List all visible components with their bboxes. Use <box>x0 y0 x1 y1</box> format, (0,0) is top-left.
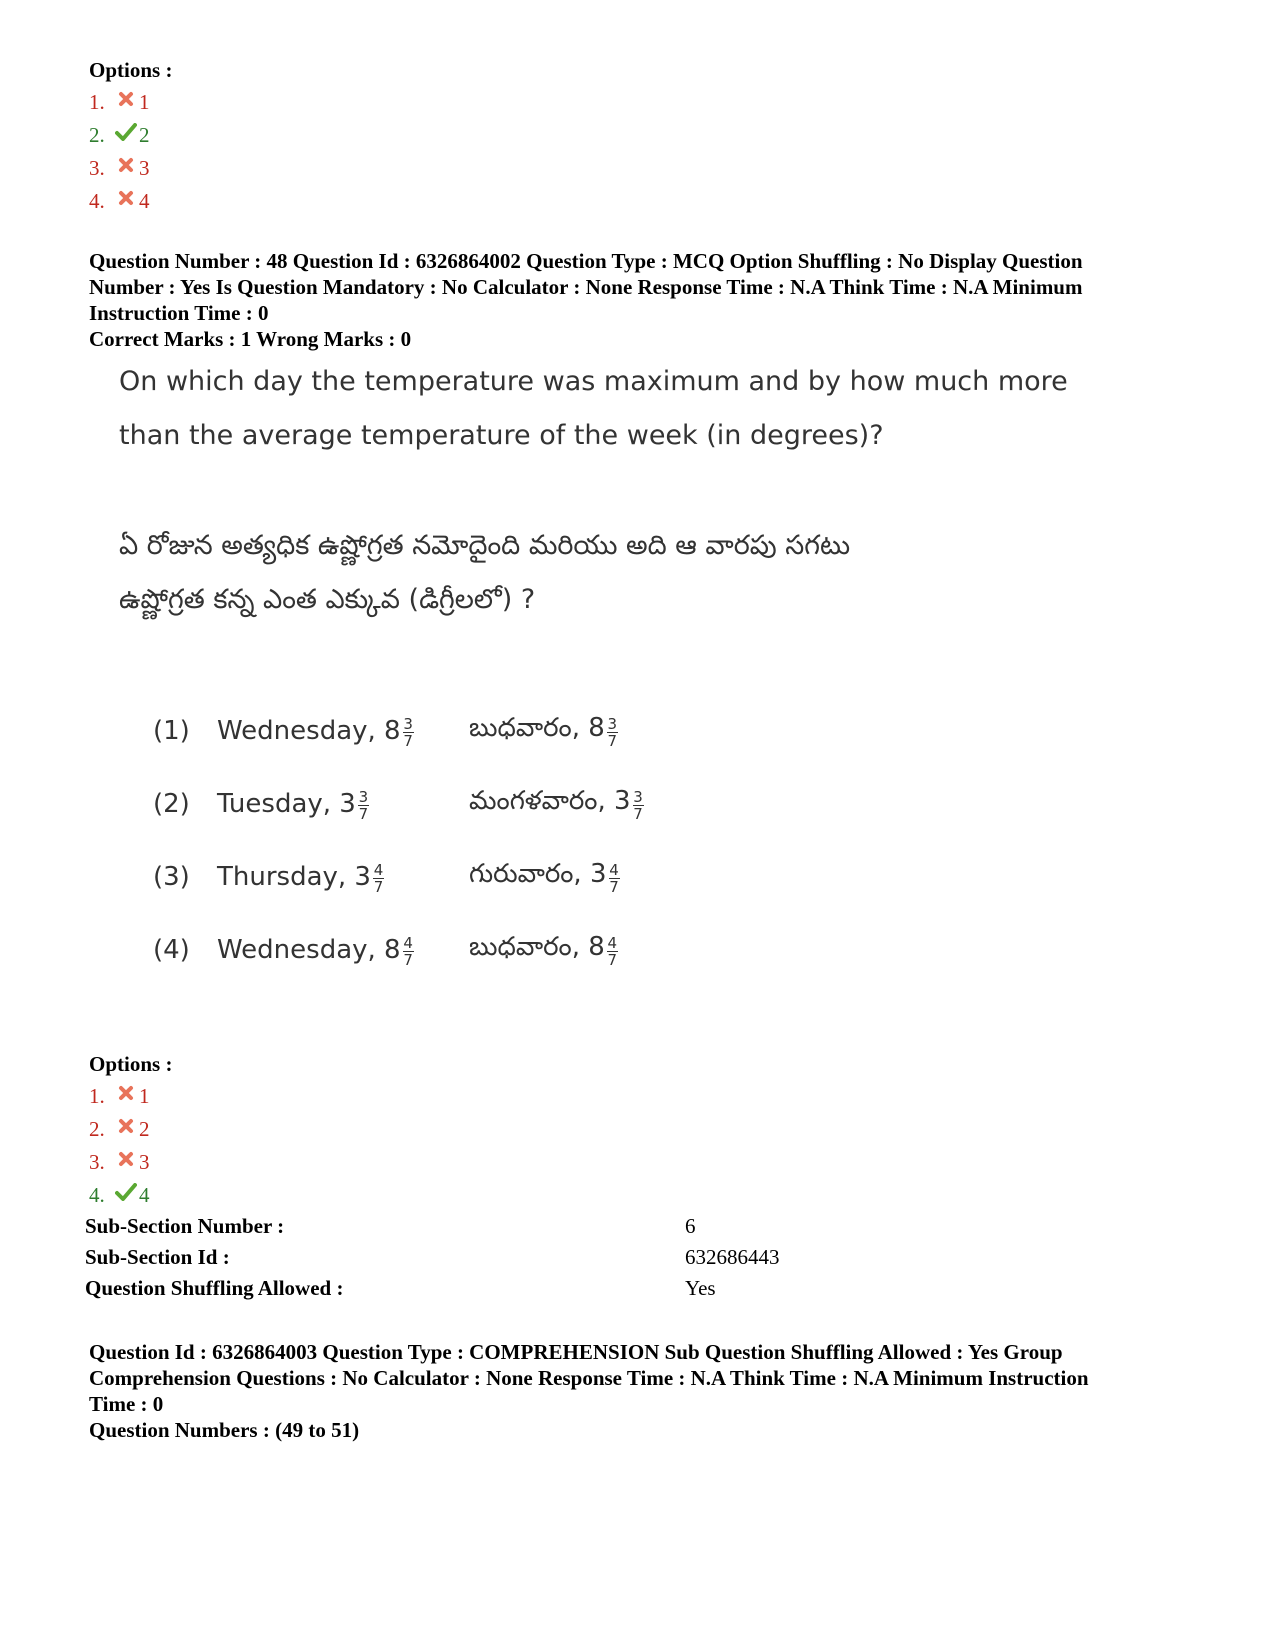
option-number: 4. <box>89 189 105 213</box>
cross-icon <box>113 190 139 206</box>
option-value: 1 <box>139 90 150 114</box>
option-item <box>89 1080 150 1113</box>
subsection-value: 6 <box>685 1214 696 1238</box>
choice-text-te: మంగళవారం, 3 <box>469 785 631 816</box>
comprehension-info-line: Question Id : 6326864003 Question Type : COMPREHENSION Sub Question Shuffling Allowed : Yes Group <box>89 1340 1063 1364</box>
question-text-te: ఏ రోజున అత్యధిక ఉష్ణోగ్రత నమోదైంది మరియు అది ఆ వారపు సగటు <box>119 530 851 561</box>
subsection-key: Sub-Section Id : <box>85 1245 230 1269</box>
option-value: 4 <box>139 1183 150 1207</box>
subsection-table <box>85 1214 780 1307</box>
option-item <box>89 152 150 185</box>
option-value: 3 <box>139 156 150 180</box>
question-info-line: Question Number : 48 Question Id : 6326864002 Question Type : MCQ Option Shuffling : No Display Question <box>89 249 1083 273</box>
question-body <box>119 366 1119 638</box>
option-value: 2 <box>139 1117 150 1141</box>
option-item <box>89 1113 150 1146</box>
question-text-en: On which day the temperature was maximum and by how much more <box>119 366 1068 397</box>
fraction: $\frac{3}{7}$ <box>633 788 643 823</box>
fraction: $\frac{3}{7}$ <box>358 788 369 823</box>
fraction: $\frac{3}{7}$ <box>607 715 618 750</box>
fraction: $\frac{4}{7}$ <box>373 861 384 896</box>
subsection-row <box>85 1245 780 1276</box>
answer-choice <box>153 840 644 913</box>
question-numbers: Question Numbers : (49 to 51) <box>89 1418 360 1442</box>
choice-number: (3) <box>153 861 190 892</box>
cross-icon <box>113 1151 139 1167</box>
option-number: 2. <box>89 1117 105 1141</box>
fraction: $\frac{4}{7}$ <box>609 861 619 896</box>
choice-number: (1) <box>153 715 190 746</box>
choice-text-te: బుధవారం, 8 <box>469 931 605 962</box>
cross-icon <box>113 1118 139 1134</box>
option-value: 3 <box>139 1150 150 1174</box>
option-item <box>89 185 150 218</box>
option-number: 3. <box>89 156 105 180</box>
option-value: 1 <box>139 1084 150 1108</box>
cross-icon <box>113 91 139 107</box>
subsection-key: Question Shuffling Allowed : <box>85 1276 344 1300</box>
comprehension-info-line: Comprehension Questions : No Calculator : None Response Time : N.A Think Time : N.A Minimum Instruction <box>89 1366 1089 1390</box>
option-item <box>89 1179 150 1212</box>
choice-text-te: గురువారం, 3 <box>469 858 607 889</box>
question-info-line: Instruction Time : 0 <box>89 301 269 325</box>
answer-choice <box>153 913 644 986</box>
question-info-line: Number : Yes Is Question Mandatory : No Calculator : None Response Time : N.A Think Time : N.A Minimum <box>89 275 1083 299</box>
check-icon <box>113 123 139 141</box>
choice-number: (4) <box>153 934 190 965</box>
comprehension-info <box>89 1339 1209 1417</box>
cross-icon <box>113 1085 139 1101</box>
option-number: 4. <box>89 1183 105 1207</box>
choice-text-en: Wednesday, 8 <box>217 934 401 965</box>
option-number: 2. <box>89 123 105 147</box>
answer-choices <box>153 694 644 986</box>
answer-choice <box>153 694 644 767</box>
subsection-value: 632686443 <box>685 1245 780 1269</box>
option-value: 4 <box>139 189 150 213</box>
choice-text-te: బుధవారం, 8 <box>469 712 605 743</box>
fraction: $\frac{4}{7}$ <box>607 934 618 969</box>
option-item <box>89 119 150 152</box>
choice-text-en: Thursday, 3 <box>217 861 371 892</box>
choice-text-en: Tuesday, 3 <box>217 788 356 819</box>
subsection-value: Yes <box>685 1276 716 1300</box>
choice-text-en: Wednesday, 8 <box>217 715 401 746</box>
answer-choice <box>153 767 644 840</box>
question-text-en: than the average temperature of the week (in degrees)? <box>119 420 884 451</box>
choice-number: (2) <box>153 788 190 819</box>
options-heading: Options : <box>89 1052 173 1076</box>
options-list <box>89 86 150 218</box>
comprehension-info-line: Time : 0 <box>89 1392 164 1416</box>
options-list <box>89 1080 150 1212</box>
question-info <box>89 248 1199 326</box>
subsection-row <box>85 1276 780 1307</box>
option-item <box>89 86 150 119</box>
option-number: 3. <box>89 1150 105 1174</box>
subsection-row <box>85 1214 780 1245</box>
question-text-te: ఉష్ణోగ్రత కన్న ఎంత ఎక్కువ (డిగ్రీలలో) ? <box>119 584 536 615</box>
option-item <box>89 1146 150 1179</box>
option-value: 2 <box>139 123 150 147</box>
option-number: 1. <box>89 1084 105 1108</box>
check-icon <box>113 1183 139 1201</box>
cross-icon <box>113 157 139 173</box>
marks-line: Correct Marks : 1 Wrong Marks : 0 <box>89 327 412 351</box>
options-heading: Options : <box>89 58 173 82</box>
subsection-key: Sub-Section Number : <box>85 1214 285 1238</box>
fraction: $\frac{3}{7}$ <box>403 715 413 750</box>
fraction: $\frac{4}{7}$ <box>403 934 413 969</box>
option-number: 1. <box>89 90 105 114</box>
